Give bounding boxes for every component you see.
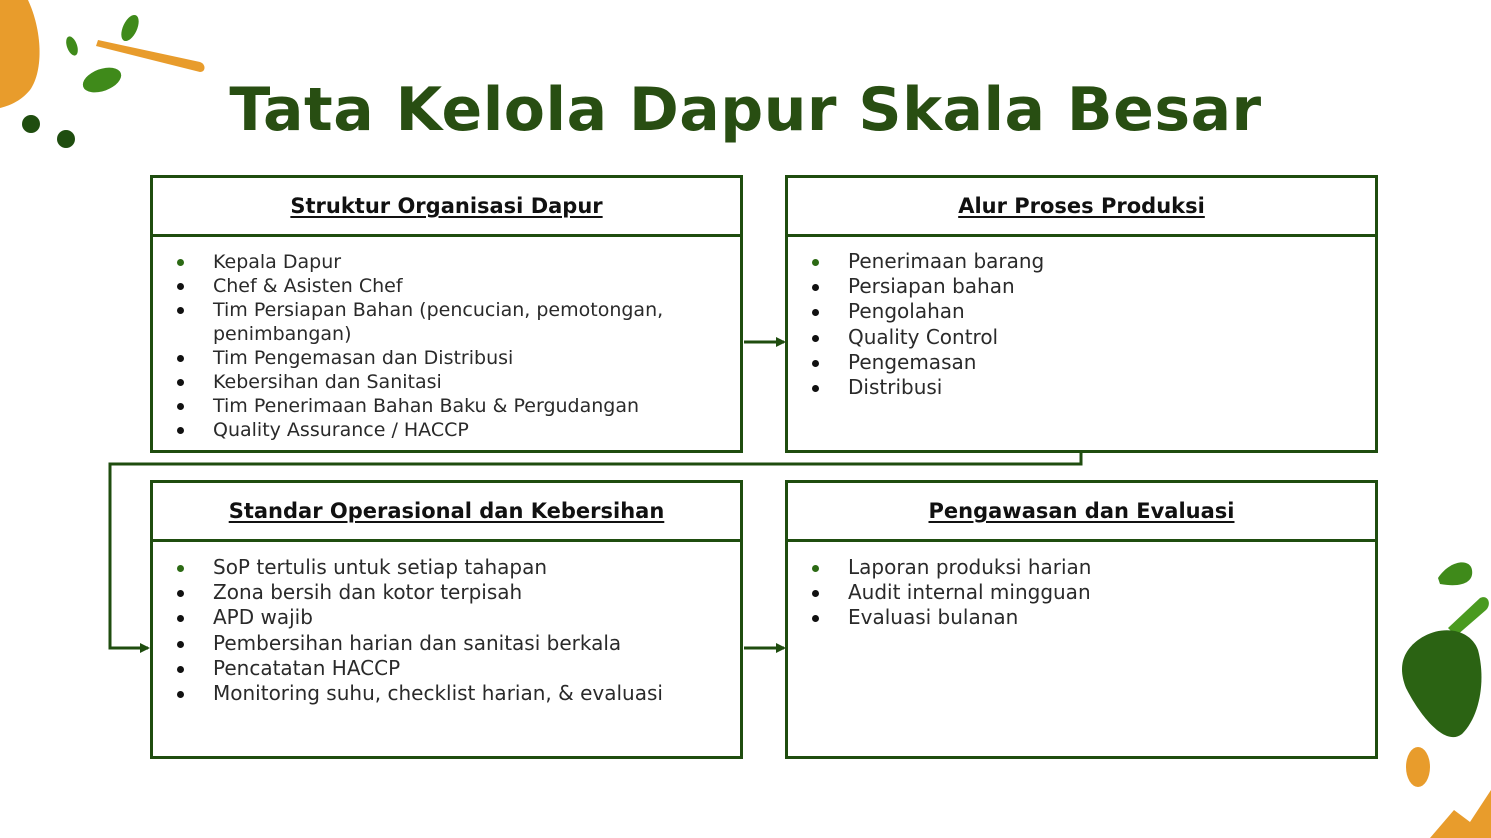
orange-leaf-bottom-right xyxy=(1430,790,1491,838)
bullet-icon xyxy=(177,666,184,673)
orange-stick-top-left xyxy=(96,40,205,72)
list-item: Evaluasi bulanan xyxy=(848,605,1348,630)
item-list xyxy=(153,555,740,706)
dark-green-blob-right xyxy=(1402,630,1481,737)
box-struktur-organisasi xyxy=(150,175,743,453)
bullet-icon xyxy=(177,379,184,386)
list-item: Tim Pengemasan dan Distribusi xyxy=(213,346,713,370)
bullet-icon xyxy=(812,284,819,291)
bullet-icon xyxy=(177,691,184,698)
bullet-icon xyxy=(177,565,184,572)
green-leaf-right-top xyxy=(1438,562,1472,585)
box-heading: Pengawasan dan Evaluasi xyxy=(928,499,1235,523)
box-heading: Struktur Organisasi Dapur xyxy=(290,194,603,218)
list-item: Zona bersih dan kotor terpisah xyxy=(213,580,713,605)
list-item: Laporan produksi harian xyxy=(848,555,1348,580)
list-item: Kebersihan dan Sanitasi xyxy=(213,370,713,394)
bullet-icon xyxy=(812,385,819,392)
item-list xyxy=(788,249,1375,400)
box-header xyxy=(788,483,1375,542)
box-header xyxy=(153,483,740,542)
green-leaf-top xyxy=(118,12,143,43)
list-item: Penerimaan barang xyxy=(848,249,1348,274)
bullet-icon xyxy=(177,355,184,362)
list-item: Pengemasan xyxy=(848,350,1348,375)
green-leaf-small xyxy=(64,35,80,57)
list-item: Audit internal mingguan xyxy=(848,580,1348,605)
box-body xyxy=(153,237,740,442)
box-body xyxy=(153,542,740,706)
list-item: Kepala Dapur xyxy=(213,250,713,274)
bullet-icon xyxy=(812,615,819,622)
bullet-icon xyxy=(812,590,819,597)
bullet-icon xyxy=(177,615,184,622)
green-stick-right xyxy=(1448,597,1489,636)
box-alur-proses xyxy=(785,175,1378,453)
list-item: SoP tertulis untuk setiap tahapan xyxy=(213,555,713,580)
list-item: Chef & Asisten Chef xyxy=(213,274,713,298)
bullet-icon xyxy=(812,565,819,572)
bullet-icon xyxy=(177,403,184,410)
box-heading: Alur Proses Produksi xyxy=(958,194,1205,218)
bullet-icon xyxy=(812,259,819,266)
list-item: Quality Assurance / HACCP xyxy=(213,418,713,442)
list-item: Tim Penerimaan Bahan Baku & Pergudangan xyxy=(213,394,713,418)
list-item: APD wajib xyxy=(213,605,713,630)
box-standar-operasional xyxy=(150,480,743,759)
list-item: Pencatatan HACCP xyxy=(213,656,713,681)
orange-drop-right xyxy=(1406,747,1430,787)
bullet-icon xyxy=(177,427,184,434)
list-item: Pembersihan harian dan sanitasi berkala xyxy=(213,631,713,656)
bullet-icon xyxy=(812,360,819,367)
box-heading: Standar Operasional dan Kebersihan xyxy=(228,499,665,523)
bullet-icon xyxy=(177,641,184,648)
list-item: Persiapan bahan xyxy=(848,274,1348,299)
item-list xyxy=(153,250,740,442)
bullet-icon xyxy=(177,590,184,597)
list-item: Distribusi xyxy=(848,375,1348,400)
box-header xyxy=(153,178,740,237)
bullet-icon xyxy=(812,309,819,316)
list-item: Monitoring suhu, checklist harian, & evaluasi xyxy=(213,681,713,706)
list-item: Quality Control xyxy=(848,325,1348,350)
box-body xyxy=(788,542,1375,631)
bullet-icon xyxy=(177,259,184,266)
box-header xyxy=(788,178,1375,237)
page-title: Tata Kelola Dapur Skala Besar xyxy=(229,75,1262,145)
list-item: Pengolahan xyxy=(848,299,1348,324)
item-list xyxy=(788,555,1375,631)
bullet-icon xyxy=(177,283,184,290)
box-body xyxy=(788,237,1375,400)
bullet-icon xyxy=(177,307,184,314)
box-pengawasan-evaluasi xyxy=(785,480,1378,759)
list-item: Tim Persiapan Bahan (pencucian, pemotongan, penimbangan) xyxy=(213,298,713,346)
bullet-icon xyxy=(812,335,819,342)
